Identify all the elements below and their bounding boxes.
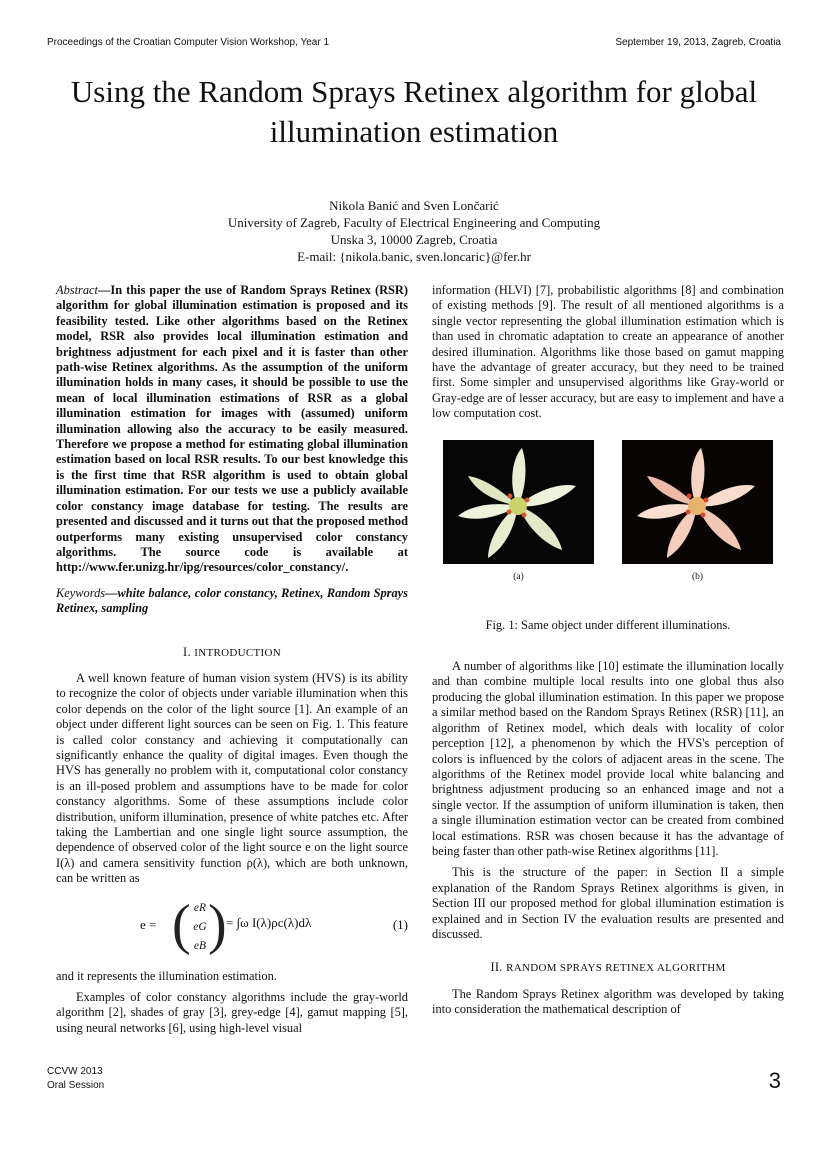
section-number: II. bbox=[490, 960, 503, 975]
keywords-text: —white balance, color constancy, Retinex, Random Sprays Retinex, sampling bbox=[56, 585, 408, 616]
author-affiliation: University of Zagreb, Faculty of Electrical Engineering and Computing bbox=[227, 215, 601, 230]
section-heading-introduction bbox=[56, 645, 408, 661]
equation-lhs: e = bbox=[140, 916, 157, 932]
intro-paragraph-2: and it represents the illumination estimation. bbox=[56, 968, 277, 983]
section-title: INTRODUCTION bbox=[194, 646, 281, 659]
author-names: Nikola Banić and Sven Lončarić bbox=[329, 198, 499, 213]
right-paragraph-4: The Random Sprays Retinex algorithm was developed by taking into consideration the mathematical description of bbox=[432, 986, 784, 1017]
intro-paragraph-3: Examples of color constancy algorithms include the gray-world algorithm [2], shades of gray [3], grey-edge [4], gamut mapping [5], using neural networks [6], using high-level visual bbox=[56, 990, 408, 1035]
abstract-lead: Abstract bbox=[56, 283, 98, 297]
figure-1 bbox=[432, 440, 784, 610]
running-header-right: September 19, 2013, Zagreb, Croatia bbox=[615, 37, 781, 48]
author-block bbox=[0, 197, 828, 265]
abstract bbox=[56, 283, 408, 576]
vector-e-g: eG bbox=[193, 920, 207, 933]
running-header-left: Proceedings of the Croatian Computer Vision Workshop, Year 1 bbox=[47, 37, 330, 48]
flower-image-a bbox=[443, 440, 594, 564]
section-heading-rsr bbox=[432, 960, 784, 976]
author-address: Unska 3, 10000 Zagreb, Croatia bbox=[330, 232, 498, 247]
flower-image-b bbox=[622, 440, 773, 564]
right-paragraph-1: information (HLVI) [7], probabilistic algorithms [8] and combination of existing methods [9]. The result of all mentioned algorithms is a single vector representing the global illumination estimation which is than used in chromatic adaptation to create an appearance of another desired illumination. Algorithms like those based on gamut mapping have the advantage of greater accuracy, but they need to be trained first. Some simpler and unsupervised algorithms like Gray-world or Gray-edge are of lesser accuracy, but are easy to implement and have a low computation cost. bbox=[432, 283, 784, 421]
vector-e-b: eB bbox=[193, 939, 207, 952]
footer-line-1: CCVW 2013 bbox=[47, 1066, 103, 1077]
subfigure-label-a: (a) bbox=[513, 571, 524, 582]
subfigure-label-b: (b) bbox=[691, 571, 704, 582]
equation-rhs: = ∫ω I(λ)ρc(λ)dλ bbox=[226, 914, 312, 930]
vector-values bbox=[190, 899, 210, 956]
left-paren: ( bbox=[172, 893, 191, 956]
left-column bbox=[56, 283, 408, 1042]
intro-paragraph-1: A well known feature of human vision system (HVS) is its ability to recognize the color of objects under variable illumination when this color depends on the color of the light source [1]. An example of an object under different light sources can be seen on Fig. 1. This feature is called color constancy and achieving it computationally can significantly enhance the quality of digital images. Even though the HVS has generally no problem with it, computational color constancy is an ill-posed problem and assumptions have to be made for color constancy algorithms. Some of these assumptions include color distribution, uniform illumination, presence of white patches etc. After taking the Lambertian and one single light source assumption, the dependence of observed color of the light source e on the light source I(λ) and camera sensitivity function ρ(λ), which are both unknown, can be written as bbox=[56, 670, 408, 886]
right-paragraph-3: This is the structure of the paper: in Section II a simple explanation of the Random Sprays Retinex algorithms is given, in Section III our proposed method for global illumination estimation is explained and in Section IV the evaluation results are presented and discussed. bbox=[432, 865, 784, 941]
keywords bbox=[56, 586, 408, 617]
abstract-text: —In this paper the use of Random Sprays Retinex (RSR) algorithm for global illumination estimation is proposed and its feasibility tested. Like other algorithms based on the Retinex model, RSR also provides local illumination estimation and brightness adjustment for each pixel and it is faster than other path-wise Retinex algorithms. As the assumption of the uniform illumination holds in many cases, it should be possible to use the mean of local illumination estimations of RSR as a global illumination estimation for images with (assumed) uniform illumination allowing also the accuracy to be easily measured. Therefore we propose a method for estimating global illumination estimation based on local RSR results. To our best knowledge this is the first time that RSR algorithm is used to obtain global illumination estimation. For our tests we use a publicly available color constancy image database for testing. The results are presented and discussed and it turns out that the proposed method outperforms many existing unsupervised color constancy algorithms. The source code is available at http://www.fer.unizg.hr/ipg/resources/color_constancy/. bbox=[56, 283, 408, 575]
paper-title: Using the Random Sprays Retinex algorithm for global illumination estimation bbox=[70, 74, 758, 149]
equation-1 bbox=[56, 895, 408, 959]
section-title: RANDOM SPRAYS RETINEX ALGORITHM bbox=[506, 962, 726, 975]
footer-line-2: Oral Session bbox=[47, 1080, 105, 1091]
right-paragraph-2: A number of algorithms like [10] estimate the illumination locally and than combine multiple local results into one global thus also producing the global illumination estimation. In this paper we propose a similar method based on the Random Sprays Retinex (RSR) [11], an algorithm of Retinex model, which deals with locality of color perception [12], a phenomenon by which the HVS's perception of colors is influenced by the colors of adjacent areas in the scene. The algorithms of the Retinex model provide local white balancing and brightness adjustment producing so an enhanced image and not a single vector. If the assumption of uniform illumination is taken, then a single illumination estimation vector can be created from combined local estimations. RSR was chosen because it has the advantage of being faster than other path-wise Retinex algorithms [11]. bbox=[432, 659, 784, 858]
section-number: I. bbox=[183, 644, 191, 659]
figure-caption: Fig. 1: Same object under different illuminations. bbox=[485, 617, 731, 632]
equation-number: (1) bbox=[392, 916, 408, 932]
page-number: 3 bbox=[768, 1068, 781, 1093]
right-paren: ) bbox=[208, 893, 227, 956]
equation-vector bbox=[172, 893, 227, 957]
keywords-lead: Keywords bbox=[56, 585, 106, 600]
author-email: E-mail: {nikola.banic, sven.loncaric}@fer.hr bbox=[297, 249, 531, 264]
footer-venue bbox=[47, 1065, 104, 1093]
vector-e-r: eR bbox=[193, 901, 207, 914]
right-column bbox=[432, 283, 784, 1024]
